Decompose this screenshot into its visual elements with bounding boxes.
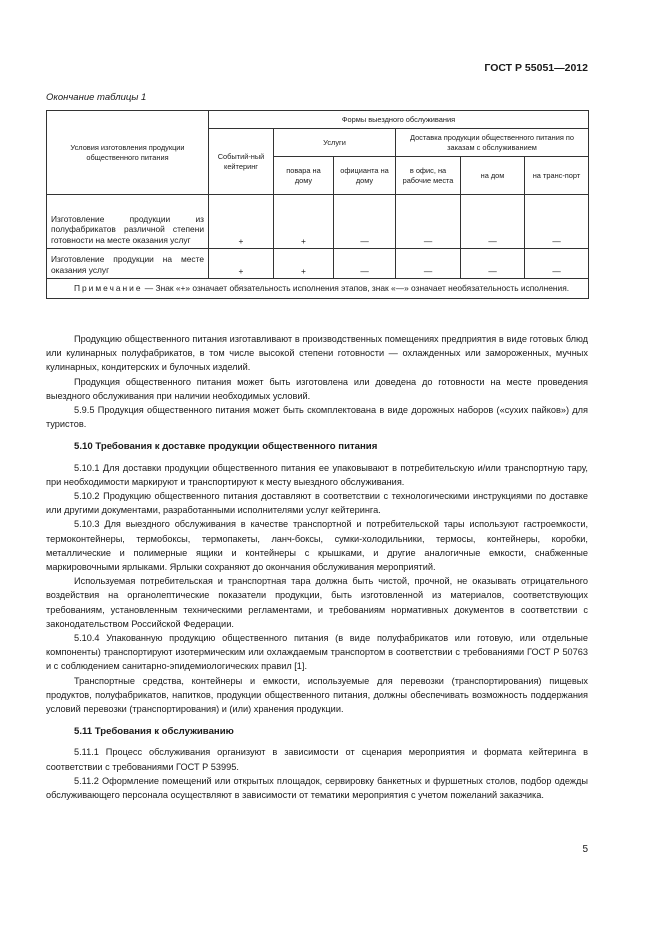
- cell-value: —: [461, 249, 525, 279]
- row-label: Изготовление продукции из полуфабрикатов различной степени готовности на месте оказания услуг: [47, 195, 209, 249]
- cell-value: —: [396, 195, 461, 249]
- paragraph: Продукцию общественного питания изготавливают в производственных помещениях предприятия в виде готовых блюд или кулинарных полуфабрикатов, в том числе высокой степени готовности — охлажденных или замороженных, мучных кулинарных, кондитерских и булочных изделий.: [46, 334, 588, 373]
- page-number: 5: [582, 844, 588, 855]
- paragraph: 5.9.5 Продукция общественного питания может быть скомплектована в виде дорожных наборов («сухих пайков») для туристов.: [46, 405, 588, 430]
- note-text: — Знак «+» означает обязательность исполнения этапов, знак «—» означает необязательность исполнения.: [142, 283, 570, 293]
- cell-value: —: [396, 249, 461, 279]
- table-note: [47, 279, 589, 299]
- body-text: [46, 332, 588, 802]
- paragraph: Используемая потребительская и транспортная тара должна быть чистой, прочной, не оказывать отрицательного воздействия на органолептические показатели продукции, быть изготовленной из материалов, соответствующих требованиям, установленным техническими регламентами, и требованиям нормативных документов в соответствии с законодательством Российской Федерации.: [46, 576, 588, 629]
- paragraph: 5.10.1 Для доставки продукции общественного питания ее упаковывают в потребительскую и/или транспортную тару, при необходимости маркируют и транспортируют к месту выездного обслуживания.: [46, 462, 588, 487]
- cell-value: —: [525, 249, 589, 279]
- cell-value: —: [525, 195, 589, 249]
- section-heading-5-11: 5.11 Требования к обслуживанию: [74, 726, 234, 738]
- paragraph: 5.11.1 Процесс обслуживания организуют в зависимости от сценария мероприятия и формата кейтеринга в соответствии с требованиями ГОСТ Р 53995.: [46, 747, 588, 772]
- paragraph: 5.10.4 Упакованную продукцию общественного питания (в виде полуфабрикатов или готовую, или отдельные компоненты) транспортируют изотермическим или охлаждаемым транспортом в соответствии с требованиями ГОСТ Р 50763 и с соблюдением санитарно-эпидемиологических правил [1].: [46, 633, 588, 672]
- cell-value: +: [209, 249, 274, 279]
- note-label: Примечание: [74, 283, 143, 293]
- header-services: Услуги: [274, 129, 396, 157]
- header-forms: Формы выездного обслуживания: [209, 111, 589, 129]
- cell-value: +: [209, 195, 274, 249]
- row-label: Изготовление продукции на месте оказания услуг: [47, 249, 209, 279]
- header-delivery: Доставка продукции общественного питания по заказам с обслуживанием: [396, 129, 589, 157]
- cell-value: —: [461, 195, 525, 249]
- service-forms-table: [46, 110, 589, 299]
- header-waiters-at-home: официанта на дому: [334, 157, 396, 195]
- paragraph: Транспортные средства, контейнеры и емкости, используемые для перевозки (транспортирования) пищевых продуктов, полуфабрикатов, напитков, продукции общественного питания, должны обеспечивать возможность поддержания условий перевозки (транспортирования) и (или) хранения продукции.: [46, 675, 588, 715]
- cell-value: —: [334, 249, 396, 279]
- header-office: в офис, на рабочие места: [396, 157, 461, 195]
- standard-code: ГОСТ Р 55051—2012: [484, 62, 588, 74]
- cell-value: —: [334, 195, 396, 249]
- cell-value: +: [274, 249, 334, 279]
- section-heading-5-10: 5.10 Требования к доставке продукции общественного питания: [74, 441, 378, 453]
- header-home: на дом: [461, 157, 525, 195]
- table-note-row: [47, 279, 589, 299]
- header-transport: на транс-порт: [525, 157, 589, 195]
- paragraph: 5.11.2 Оформление помещений или открытых площадок, сервировку банкетных и фуршетных столов, подбор одежды обслуживающего персонала осуществляют в зависимости от тематики мероприятия с учетом пожеланий заказчика.: [46, 775, 588, 801]
- table-row: [47, 195, 589, 249]
- table-row: [47, 249, 589, 279]
- paragraph: 5.10.2 Продукцию общественного питания доставляют в соответствии с технологическими инструкциями по доставке или другими документами, разработанными исполнителями услуг кейтеринга.: [46, 491, 588, 516]
- header-catering: Событий-ный кейтеринг: [209, 129, 274, 195]
- cell-value: +: [274, 195, 334, 249]
- paragraph: 5.10.3 Для выездного обслуживания в качестве транспортной и потребительской тары используют гастроемкости, термоконтейнеры, термобоксы, термопакеты, ланч-боксы, сумки-холодильники, термосы, контейнеры, коробки, металлические и полимерные ящики и контейнеры с крышками, и другие аналогичные емкости, снабженные маркировочными ярлыками. Ярлыки сохраняют до окончания обслуживания мероприятий.: [46, 519, 588, 573]
- paragraph: Продукция общественного питания может быть изготовлена или доведена до готовности на месте проведения выездного обслуживания при наличии необходимых условий.: [46, 376, 588, 401]
- table-caption: Окончание таблицы 1: [46, 92, 147, 103]
- header-conditions: Условия изготовления продукции общественного питания: [47, 111, 209, 195]
- header-cooks-at-home: повара на дому: [274, 157, 334, 195]
